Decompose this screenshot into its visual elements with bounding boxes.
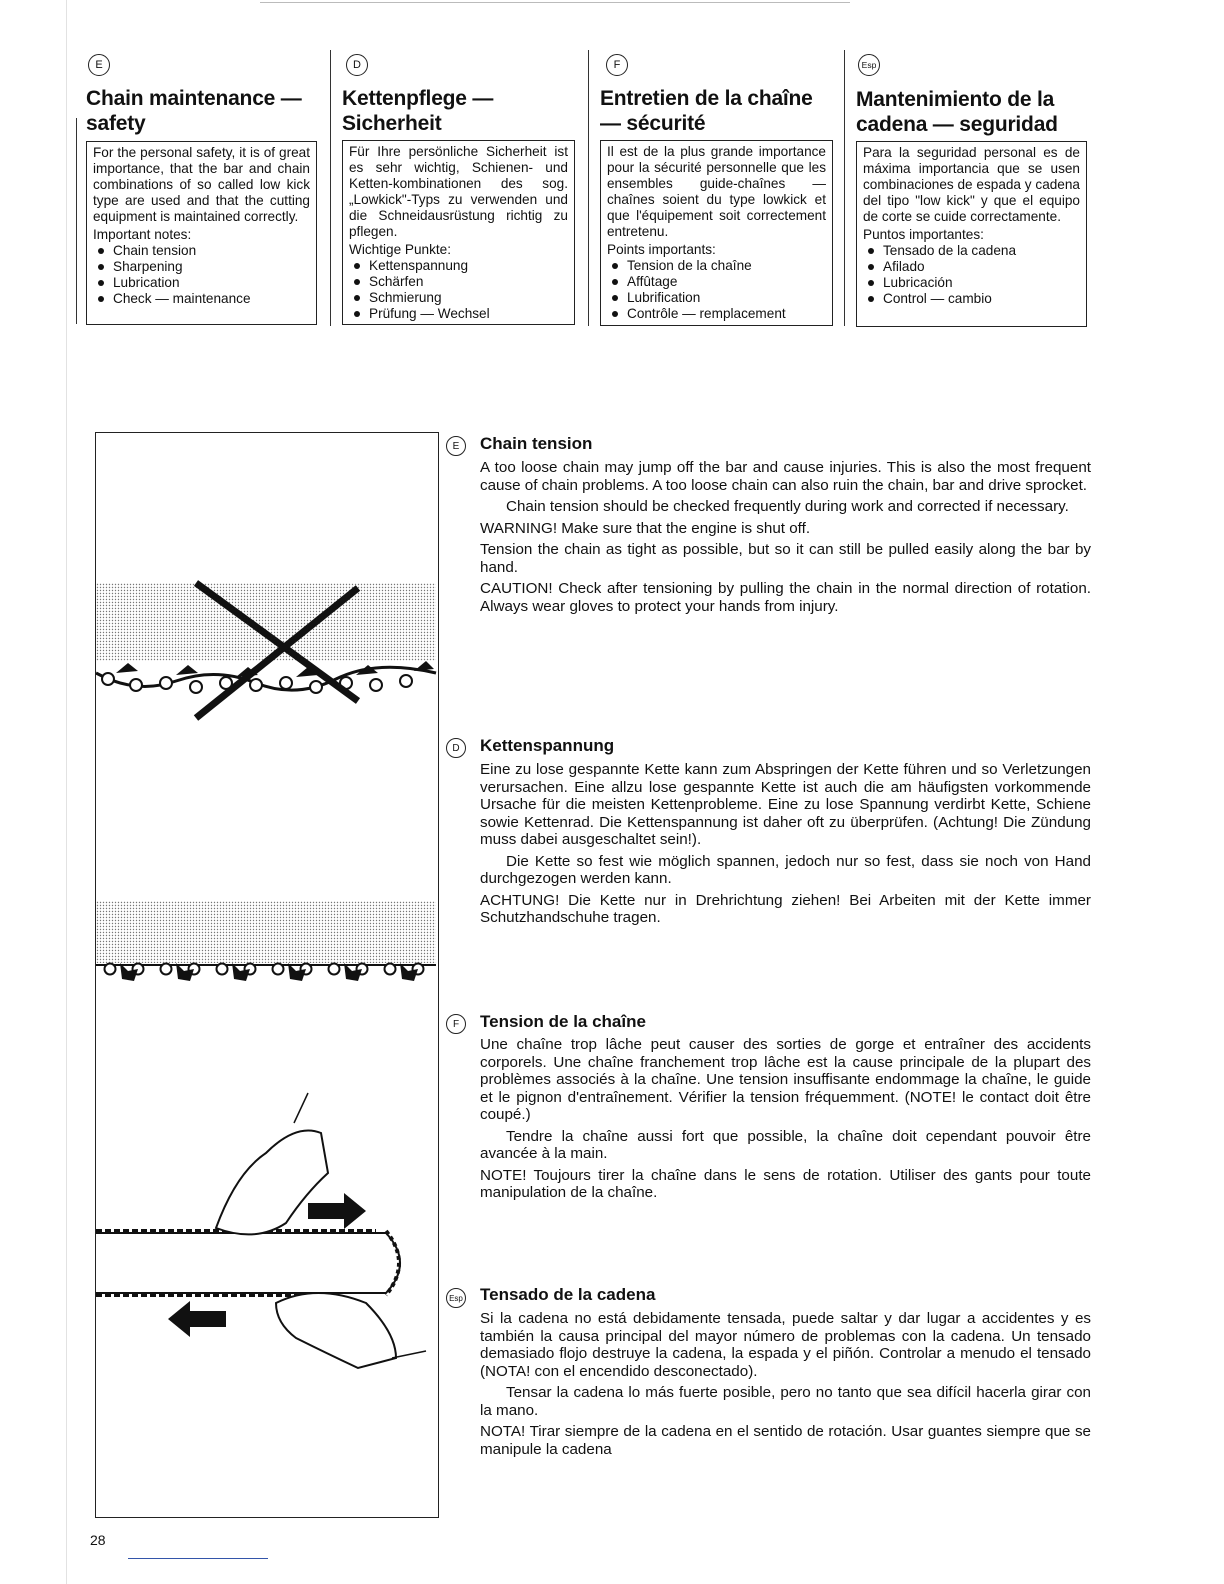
list-item: Affûtage [607,274,826,290]
paragraph: Eine zu lose gespannte Kette kann zum Abspringen der Kette führen und so Verletzungen verursachen. Eine allzu lose gespannte Kette ist auch die am häufigsten vorkommende Ursache für die meisten Kettenprobleme. Eine zu lose Spannung verdirbt Kette, Schiene sowie Kettenrad. Die Kettenspannung ist daher oft zu überprüfen. (Achtung! Die Zündung muss dabei ausgeschaltet sein!). [480,761,1091,848]
section-body-e [480,459,1091,619]
paragraph: Si la cadena no está debidamente tensada, puede saltar y dar lugar a accidentes y es también la causa principal del mayor número de problemas con la cadena. Un tensado demasiado flojo destruye la cadena, la espada y el piñón. Controlar a menudo el tensado (NOTA! con el encendido desconectado). [480,1310,1091,1380]
lang-badge-e: E [88,54,110,76]
list-item: Sharpening [93,259,310,275]
notes-box-f [600,140,833,326]
column-title-d: Kettenpflege — Sicherheit [342,87,494,135]
notes-box-e [86,141,317,325]
correct-chain-figure [96,901,436,981]
column-title-esp: Mantenimiento de la cadena — seguridad [856,88,1058,136]
list-item: Schärfen [349,274,568,290]
paragraph: ACHTUNG! Die Kette nur in Drehrichtung ziehen! Bei Arbeiten mit der Kette immer Schutzhandschuhe tragen. [480,891,1091,926]
notes-intro: Para la seguridad personal es de máxima importancia que se usen combinaciones de espada y cadena del tipo "low kick" y que el equipo de corte se cuide correctamente. [863,145,1080,224]
list-item: Tension de la chaîne [607,258,826,274]
notes-important-label: Wichtige Punkte: [349,242,451,257]
column-title-f: Entretien de la chaîne — sécurité [600,87,813,135]
section-lang-badge-f: F [446,1014,466,1034]
paragraph: A too loose chain may jump off the bar and cause injuries. This is also the most frequent cause of chain problems. A too loose chain can also ruin the chain, bar and drive sprocket. [480,459,1091,494]
notes-box-esp [856,141,1087,327]
list-item: Check — maintenance [93,291,310,307]
list-item: Chain tension [93,243,310,259]
column-title-e: Chain maintenance — safety [86,87,302,135]
page-number: 28 [90,1532,106,1548]
section-title-kettenspannung: Kettenspannung [480,736,615,755]
list-item: Lubrification [607,290,826,306]
list-item: Control — cambio [863,291,1080,307]
paragraph: NOTA! Tirar siempre de la cadena en el sentido de rotación. Usar guantes siempre que se manipule la cadena [480,1423,1091,1458]
section-body-f [480,1036,1091,1206]
list-item: Schmierung [349,290,568,306]
section-lang-badge-d: D [446,738,466,758]
paragraph: NOTE! Toujours tirer la chaîne dans le sens de rotation. Utiliser des gants pour toute manipulation de la chaîne. [480,1166,1091,1201]
notes-box-d [342,140,575,325]
notes-intro: Il est de la plus grande importance pour la sécurité personnelle que les ensembles guide-chaînes — chaînes soient du type lowkick et que l'équipement soit correctement entretenu. [607,144,826,239]
notes-intro: For the personal safety, it is of great importance, that the bar and chain combinations of so called low kick type are used and that the cutting equipment is maintained correctly. [93,145,310,224]
section-title-tension-chaine: Tension de la chaîne [480,1012,646,1031]
list-item: Tensado de la cadena [863,243,1080,259]
list-item: Prüfung — Wechsel [349,306,568,322]
lang-badge-d: D [346,54,368,76]
paragraph: Tendre la chaîne aussi fort que possible, la chaîne doit cependant pouvoir être avancée à la main. [480,1127,1091,1162]
section-body-d [480,761,1091,931]
notes-important-label: Points importants: [607,242,716,257]
loose-chain-figure [96,583,436,718]
list-item: Kettenspannung [349,258,568,274]
lang-badge-esp: Esp [858,54,880,76]
list-item: Contrôle — remplacement [607,306,826,322]
notes-important-label: Important notes: [93,227,192,242]
section-title-tensado-cadena: Tensado de la cadena [480,1285,656,1304]
notes-important-label: Puntos importantes: [863,227,984,242]
chain-tension-illustration [96,433,440,1519]
paragraph: CAUTION! Check after tensioning by pulling the chain in the normal direction of rotation. Always wear gloves to protect your hands from injury. [480,580,1091,615]
paragraph: Tensar la cadena lo más fuerte posible, pero no tanto que sea difícil hacerla girar con la mano. [480,1384,1091,1419]
hands-pulling-chain-figure [96,1093,426,1368]
list-item: Lubricación [863,275,1080,291]
section-lang-badge-esp: Esp [446,1288,466,1308]
footer-rule [128,1558,268,1559]
paragraph: Die Kette so fest wie möglich spannen, jedoch nur so fest, dass sie noch von Hand durchgezogen werden kann. [480,852,1091,887]
paragraph: Chain tension should be checked frequently during work and corrected if necessary. [506,498,1069,515]
paragraph: Une chaîne trop lâche peut causer des sorties de gorge et entraîner des accidents corporels. Une chaîne franchement trop lâche est la cause principale de la plupart des problèmes associés à la chaîne. Une tension insuffisante endommage la chaîne, le guide et le pignon d'entraînement. Vérifier la tension fréquemment. (NOTE! le contact doit être coupé.) [480,1036,1091,1123]
section-title-chain-tension: Chain tension [480,434,593,453]
illustration-panel [95,432,439,1518]
section-lang-badge-e: E [446,436,466,456]
notes-intro: Für Ihre persönliche Sicherheit ist es sehr wichtig, Schienen- und Ketten-kombinationen des sog. „Lowkick"-Typs zu verwenden und die Schneidausrüstung richtig zu pflegen. [349,144,568,239]
paragraph: Tension the chain as tight as possible, but so it can still be pulled easily along the bar by hand. [480,541,1091,576]
lang-badge-f: F [606,54,628,76]
list-item: Afilado [863,259,1080,275]
section-body-esp [480,1310,1091,1462]
paragraph: WARNING! Make sure that the engine is shut off. [480,519,811,537]
list-item: Lubrication [93,275,310,291]
